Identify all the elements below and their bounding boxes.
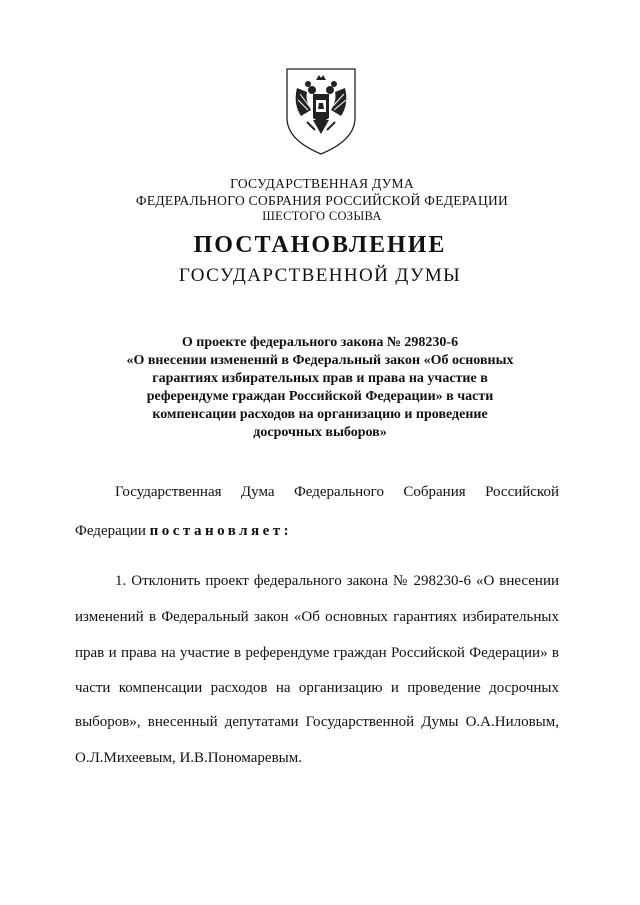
subject-line: досрочных выборов»: [253, 425, 387, 440]
paragraph-1-line: О.Л.Михеевым, И.В.Пономаревым.: [75, 750, 302, 766]
organization-line-2: ФЕДЕРАЛЬНОГО СОБРАНИЯ РОССИЙСКОЙ ФЕДЕРАЦИИ: [135, 193, 509, 208]
subject-line: компенсации расходов на организацию и проведение: [152, 407, 488, 422]
convocation-line: ШЕСТОГО СОЗЫВА: [262, 209, 382, 223]
paragraph-1-line: 1. Отклонить проект федерального закона № 298230-6 «О внесении: [115, 573, 559, 589]
preamble-line-1: Государственная Дума Федерального Собрания Российской: [115, 484, 559, 500]
paragraph-1-line: части компенсации расходов на организацию и проведение досрочных: [75, 680, 559, 696]
document-type-title: ПОСТАНОВЛЕНИЕ: [193, 232, 447, 258]
paragraph-1-line: изменений в Федеральный закон «Об основных гарантиях избирательных: [75, 609, 559, 625]
coat-of-arms-icon: [283, 66, 359, 156]
subject-line: референдуме граждан Российской Федерации» в части: [146, 389, 494, 404]
subject-line: гарантиях избирательных прав и права на участие в: [152, 371, 488, 386]
preamble-line-2: [75, 523, 559, 540]
subject-line: «О внесении изменений в Федеральный закон «Об основных: [126, 353, 514, 368]
paragraph-1-line: выборов», внесенный депутатами Государственной Думы О.А.Ниловым,: [75, 714, 559, 730]
preamble-verb: постановляет:: [149, 523, 293, 539]
paragraph-1-line: прав и права на участие в референдуме граждан Российской Федерации» в: [75, 645, 559, 661]
document-issuer-title: ГОСУДАРСТВЕННОЙ ДУМЫ: [178, 265, 462, 286]
document-subject: [100, 334, 540, 442]
preamble-text: Федерации: [75, 523, 146, 539]
organization-line-1: ГОСУДАРСТВЕННАЯ ДУМА: [230, 176, 414, 191]
subject-line: О проекте федерального закона № 298230-6: [181, 335, 459, 350]
